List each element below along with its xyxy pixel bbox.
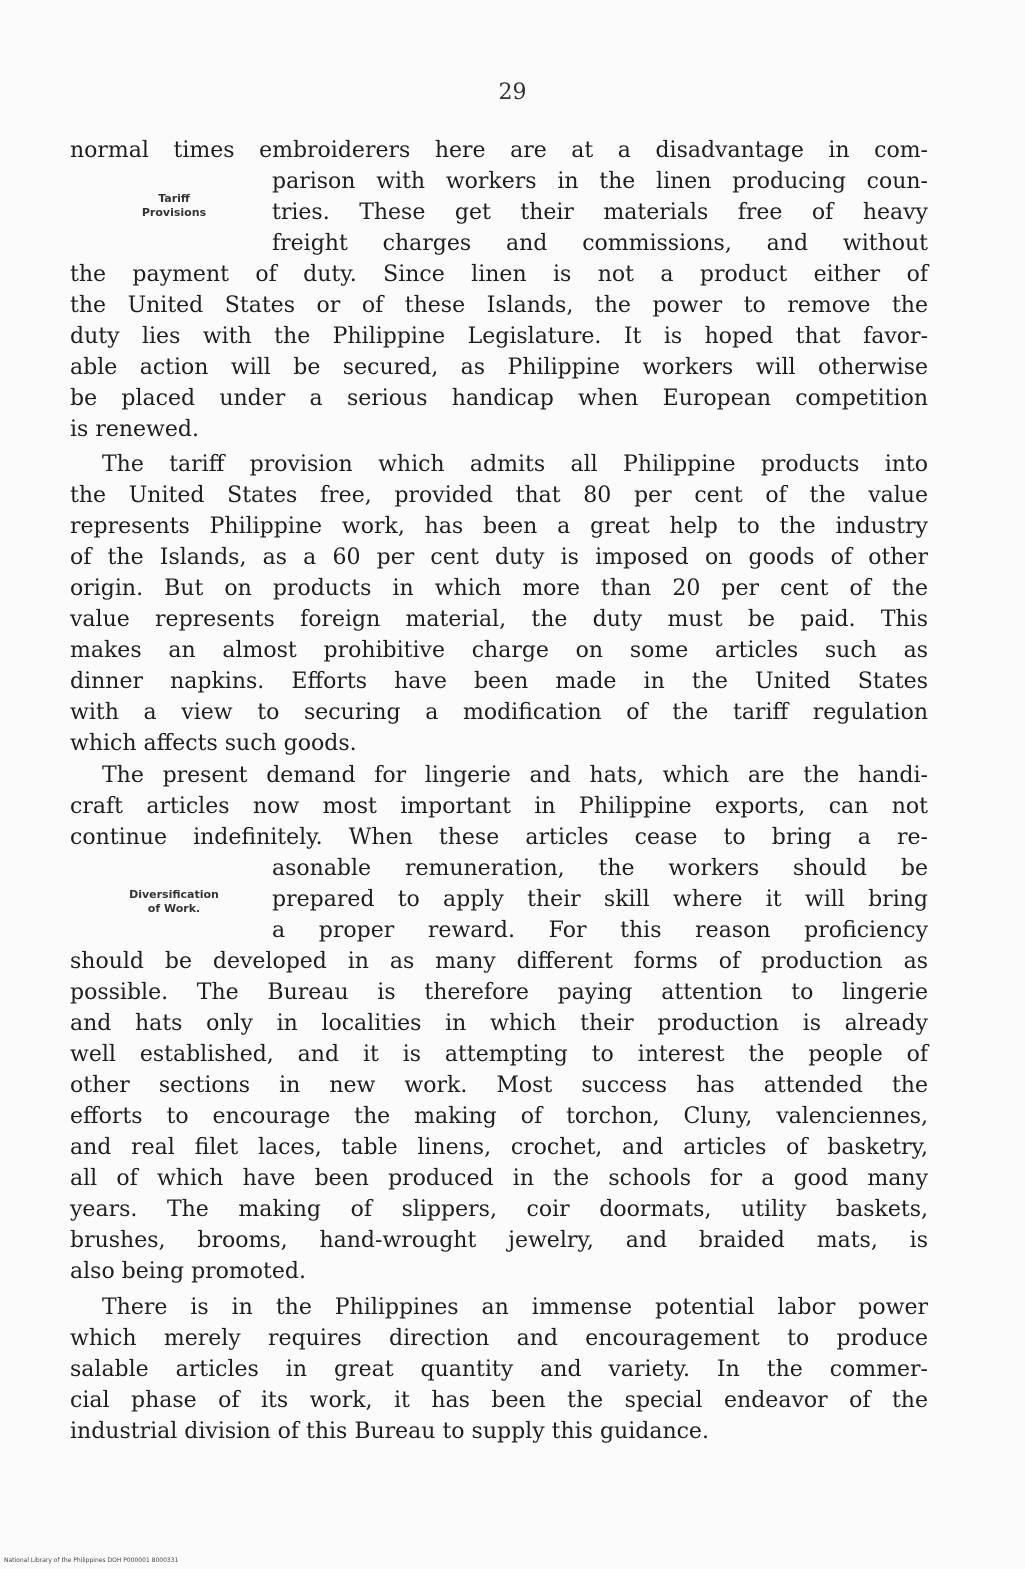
text-line: dinner napkins. Efforts have been made in the United States: [70, 669, 928, 694]
text-line: well established, and it is attempting to interest the people of: [70, 1042, 928, 1067]
text-line: makes an almost prohibitive charge on some articles such as: [70, 638, 928, 663]
margin-note-tariff-provisions: [96, 192, 252, 220]
text-line: duty lies with the Philippine Legislature. It is hoped that favor-: [70, 324, 928, 349]
page-number: 29: [498, 80, 527, 105]
text-line: and real filet laces, table linens, crochet, and articles of basketry,: [70, 1135, 928, 1160]
margin-note-diversification-of-work: [96, 888, 252, 916]
text-line: years. The making of slippers, coir doormats, utility baskets,: [70, 1197, 928, 1222]
margin-note-line: of Work.: [147, 902, 201, 915]
margin-note-line: Diversification: [129, 888, 219, 901]
text-line: also being promoted.: [70, 1259, 306, 1284]
text-line: The present demand for lingerie and hats, which are the handi-: [102, 763, 928, 788]
margin-note-line: Tariff: [158, 192, 190, 205]
text-line: the United States or of these Islands, the power to remove the: [70, 293, 928, 318]
text-line: salable articles in great quantity and variety. In the commer-: [70, 1357, 928, 1382]
text-line: value represents foreign material, the duty must be paid. This: [70, 607, 928, 632]
footer-attribution: National Library of the Philippines DOH P000001 8000331: [4, 1557, 179, 1564]
text-line: The tariff provision which admits all Philippine products into: [102, 452, 928, 477]
text-line: origin. But on products in which more than 20 per cent of the: [70, 576, 928, 601]
text-line: industrial division of this Bureau to supply this guidance.: [70, 1419, 709, 1444]
text-line: with a view to securing a modification of the tariff regulation: [70, 700, 928, 725]
text-line: normal times embroiderers here are at a disadvantage in com-: [70, 138, 928, 163]
text-line: other sections in new work. Most success has attended the: [70, 1073, 928, 1098]
text-line: should be developed in as many different forms of production as: [70, 949, 928, 974]
text-line: the payment of duty. Since linen is not a product either of: [70, 262, 928, 287]
text-line: There is in the Philippines an immense potential labor power: [102, 1295, 928, 1320]
text-line: continue indefinitely. When these articles cease to bring a re-: [70, 825, 928, 850]
text-line: the United States free, provided that 80 per cent of the value: [70, 483, 928, 508]
text-line: possible. The Bureau is therefore paying attention to lingerie: [70, 980, 928, 1005]
margin-note-line: Provisions: [141, 206, 207, 219]
text-line: which affects such goods.: [70, 731, 357, 756]
text-line: which merely requires direction and encouragement to produce: [70, 1326, 928, 1351]
text-line: a proper reward. For this reason proficiency: [272, 918, 928, 943]
text-line: of the Islands, as a 60 per cent duty is imposed on goods of other: [70, 545, 928, 570]
text-line: represents Philippine work, has been a great help to the industry: [70, 514, 928, 539]
text-line: tries. These get their materials free of heavy: [272, 200, 928, 225]
text-line: brushes, brooms, hand-wrought jewelry, and braided mats, is: [70, 1228, 928, 1253]
text-line: is renewed.: [70, 417, 199, 442]
text-line: cial phase of its work, it has been the special endeavor of the: [70, 1388, 928, 1413]
text-line: asonable remuneration, the workers should be: [272, 856, 928, 881]
text-line: all of which have been produced in the schools for a good many: [70, 1166, 928, 1191]
text-line: freight charges and commissions, and without: [272, 231, 928, 256]
text-line: able action will be secured, as Philippine workers will otherwise: [70, 355, 928, 380]
text-line: parison with workers in the linen producing coun-: [272, 169, 928, 194]
text-line: efforts to encourage the making of torchon, Cluny, valenciennes,: [70, 1104, 928, 1129]
text-line: and hats only in localities in which their production is already: [70, 1011, 928, 1036]
text-line: be placed under a serious handicap when European competition: [70, 386, 928, 411]
text-line: prepared to apply their skill where it will bring: [272, 887, 928, 912]
text-line: craft articles now most important in Philippine exports, can not: [70, 794, 928, 819]
